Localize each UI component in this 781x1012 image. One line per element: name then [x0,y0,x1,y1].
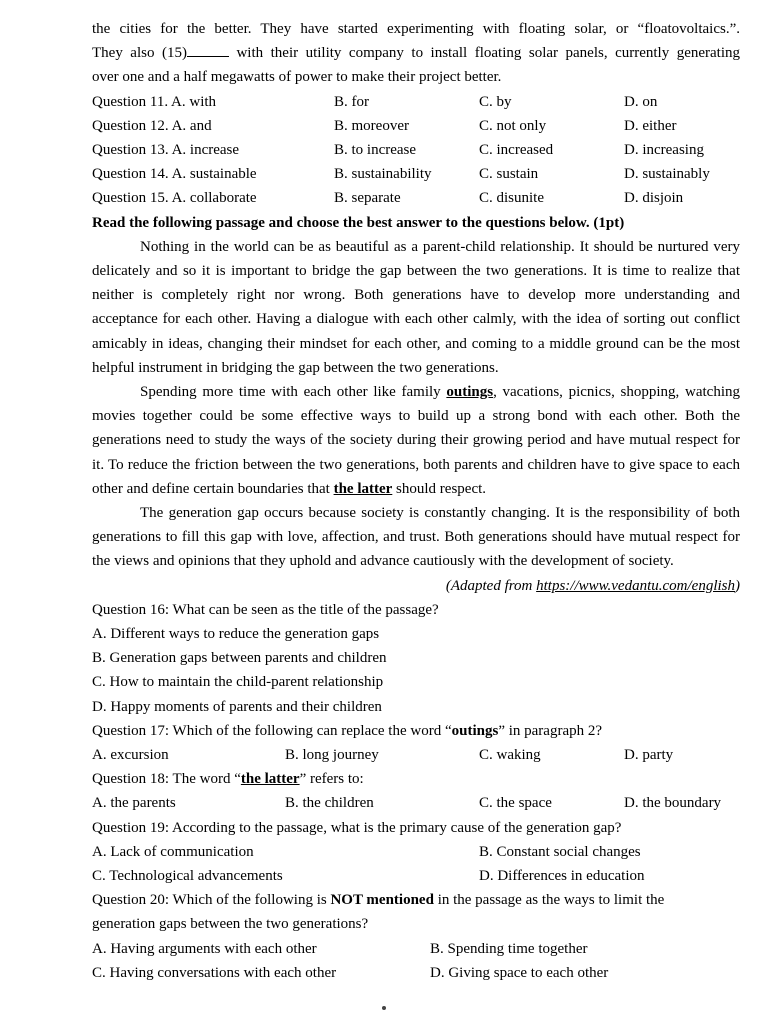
q20-option-b: B. Spending time together [430,940,588,957]
q15-option-c: C. disunite [479,190,545,207]
question-row-11 [92,90,740,114]
q20-stem [92,888,740,912]
q16-option-c: C. How to maintain the child-parent relationship [92,674,384,691]
q17-option-a: A. excursion [92,747,169,764]
paragraph-2-part-1: Spending more time with each other like family [140,383,447,400]
q20-options-row-1 [92,937,740,961]
passage1-line-2-start: They also (15) [92,45,187,62]
q12-option-d: D. either [624,117,677,134]
q11-option-b: B. for [334,93,369,110]
question-block-11-15 [92,90,740,211]
q18-stem-end: ” refers to: [299,771,364,788]
q20-option-d: D. Giving space to each other [430,964,609,981]
section-heading: Read the following passage and choose the best answer to the questions below. (1pt) [92,214,625,231]
q12-option-c: C. not only [479,117,547,134]
q19-option-a: A. Lack of communication [92,843,254,860]
source-link[interactable]: https://www.vedantu.com/english [536,577,735,594]
source-prefix: (Adapted from [445,577,537,594]
passage2-paragraph-3: The generation gap occurs because society is constantly changing. It is the responsibility of both generations to fill this gap with love, affection, and trust. Both generations should have mutual respect for the views and opinions that they uphold and advance cautiously with the development of society. [92,504,740,570]
passage1-line-2-end: with their utility company to install floating solar panels, currently generating [228,45,740,62]
q19-stem: Question 19: According to the passage, what is the primary cause of the generation gap? [92,819,622,836]
q19-option-c: C. Technological advancements [92,867,283,884]
q14-option-b: B. sustainability [334,166,432,183]
q20-stem-end: in the passage as the ways to limit the [433,892,665,909]
q16-option-b: B. Generation gaps between parents and children [92,650,387,667]
q19-options-row-1 [92,840,740,864]
q12-option-b: B. moreover [334,117,409,134]
q15-option-d: D. disjoin [624,190,684,207]
passage1-line-3: over one and a half megawatts of power to make their project better. [92,69,502,86]
q18-option-d: D. the boundary [624,795,722,812]
question-row-14 [92,162,740,186]
q20-option-c: C. Having conversations with each other [92,964,337,981]
q11-option-c: C. by [479,93,512,110]
q15-option-a: Question 15. A. collaborate [92,190,257,207]
q13-option-d: D. increasing [624,141,704,158]
q20-emphasis: NOT mentioned [330,892,434,909]
q18-keyword: the latter [240,771,300,788]
page-content [92,17,740,985]
q14-option-c: C. sustain [479,166,539,183]
q19-options-row-2 [92,864,740,888]
q13-option-c: C. increased [479,141,554,158]
q18-option-c: C. the space [479,795,552,812]
passage2-paragraph-2 [92,380,740,501]
q20-options-row-2 [92,961,740,985]
q11-option-d: D. on [624,93,658,110]
q17-keyword: outings [451,722,499,739]
paragraph-2-part-3: should respect. [392,480,487,497]
q12-option-a: Question 12. A. and [92,117,212,134]
q17-stem-start: Question 17: Which of the following can replace the word “ [92,722,452,739]
q18-stem [92,767,740,791]
q16-option-a: A. Different ways to reduce the generation gaps [92,626,380,642]
q15-option-b: B. separate [334,190,401,207]
keyword-the-latter: the latter [333,480,393,497]
q17-options [92,743,740,767]
question-row-13 [92,138,740,162]
q11-option-a: Question 11. A. with [92,93,217,110]
q18-option-a: A. the parents [92,795,176,812]
q19-option-b: B. Constant social changes [479,843,641,860]
q17-stem [92,719,740,743]
passage2-paragraph-1: Nothing in the world can be as beautiful as a parent-child relationship. It should be nurtured very delicately and so it is important to bridge the gap between the two generations. It is time to realize that neither is completely right nor wrong. Both generations have to develop more understanding and acceptance for each other. Having a dialogue with each other calmly, with the idea of sorting out conflict amicably in ideas, changing their mindset for each other, and coming to a middle ground can be the most helpful instrument in bridging the gap between the two generations. [92,238,740,376]
q13-option-b: B. to increase [334,141,417,158]
keyword-outings: outings [446,383,494,400]
passage1-line-2 [92,41,740,65]
q17-option-d: D. party [624,747,674,764]
passage1-line-1: the cities for the better. They have started experimenting with floating solar, or “floatovoltaics.”. [92,21,740,37]
q18-option-b: B. the children [285,795,374,812]
q17-option-b: B. long journey [285,747,379,764]
question-row-15 [92,186,740,210]
answer-blank-15 [187,42,229,57]
q20-option-a: A. Having arguments with each other [92,940,317,957]
question-row-12 [92,114,740,138]
q16-stem: Question 16: What can be seen as the title of the passage? [92,601,439,618]
source-citation [92,574,740,598]
source-suffix: ) [735,577,740,594]
q17-option-c: C. waking [479,747,541,764]
q13-option-a: Question 13. A. increase [92,141,240,158]
page-mark [382,1006,386,1010]
q14-option-d: D. sustainably [624,166,710,183]
q19-option-d: D. Differences in education [479,867,645,884]
q18-options [92,791,740,815]
q17-stem-end: ” in paragraph 2? [498,722,603,739]
q14-option-a: Question 14. A. sustainable [92,166,257,183]
q20-stem-start: Question 20: Which of the following is [92,892,331,909]
q20-stem-line-2: generation gaps between the two generations? [92,916,369,933]
paragraph-2-part-2: , vacations, picnics, shopping, watching movies together could be some effective ways to build up a strong bond with each other. Both the generations need to study the ways of the society during their growing period and have mutual respect for it. To reduce the friction between the two generations, both parents and children have to give space to each other and define certain boundaries that [92,383,740,497]
q18-stem-start: Question 18: The word “ [92,771,241,788]
q16-option-d: D. Happy moments of parents and their children [92,698,382,715]
